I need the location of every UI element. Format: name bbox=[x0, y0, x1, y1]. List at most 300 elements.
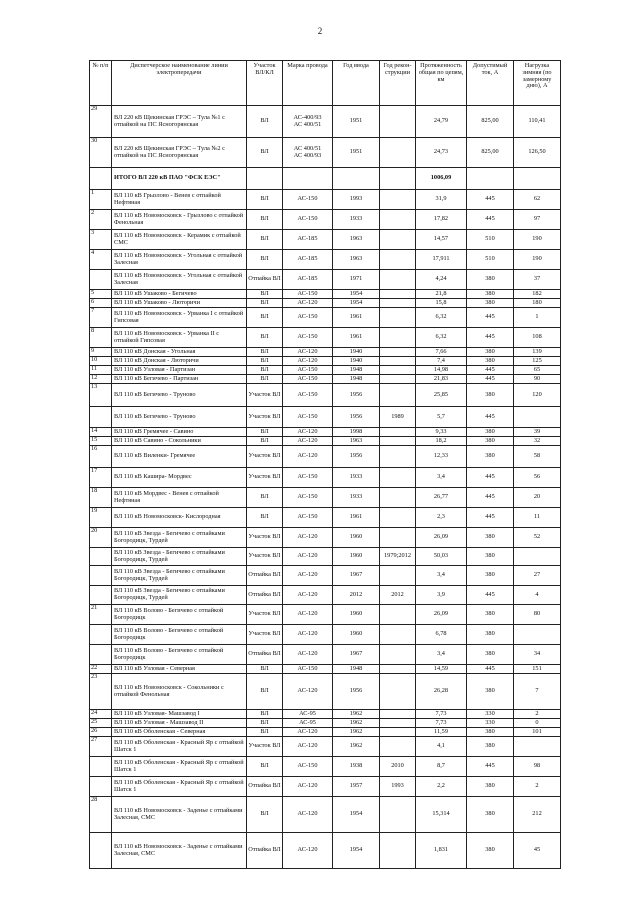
cell-row-number: 15 bbox=[90, 437, 112, 446]
cell-segment: Отпайка ВЛ bbox=[247, 833, 283, 869]
cell-row-number: 6 bbox=[90, 299, 112, 308]
table-row bbox=[90, 446, 561, 468]
cell-allowed-current: 825,00 bbox=[467, 106, 514, 138]
cell-wire-brand: АС-150 bbox=[283, 328, 333, 348]
cell-segment: ВЛ bbox=[247, 290, 283, 299]
cell-segment: ВЛ bbox=[247, 210, 283, 230]
cell-year-commissioned: 1962 bbox=[333, 728, 380, 737]
cell-winter-load: 7 bbox=[514, 674, 561, 710]
cell-segment: Участок ВЛ bbox=[247, 548, 283, 566]
cell-row-number: 12 bbox=[90, 375, 112, 384]
header-line-name: Диспетчерское наименование линии электропередачи bbox=[112, 61, 247, 106]
cell-wire-brand: АС-120 bbox=[283, 728, 333, 737]
cell-wire-brand: АС-120 bbox=[283, 777, 333, 797]
cell-year-reconstruction bbox=[380, 384, 416, 407]
cell-wire-brand: АС-150 bbox=[283, 384, 333, 407]
cell-line-name: ВЛ 220 кВ Щекинская ГРЭС – Тула №1 с отпайкой на ПС Ясногорянская bbox=[112, 106, 247, 138]
cell-year-commissioned: 1998 bbox=[333, 428, 380, 437]
cell-year-commissioned: 1961 bbox=[333, 508, 380, 528]
cell-year-commissioned: 1948 bbox=[333, 375, 380, 384]
cell-segment: ВЛ bbox=[247, 366, 283, 375]
cell-line-name: ВЛ 110 кВ Звезда - Бегичево с отпайками Богородицк, Турдей bbox=[112, 566, 247, 586]
cell-year-reconstruction bbox=[380, 299, 416, 308]
cell-wire-brand: АС-150 bbox=[283, 757, 333, 777]
cell-year-commissioned: 1963 bbox=[333, 250, 380, 270]
cell-year-reconstruction bbox=[380, 106, 416, 138]
cell-year-commissioned: 1960 bbox=[333, 548, 380, 566]
cell-row-number bbox=[90, 625, 112, 645]
cell-winter-load: 2 bbox=[514, 710, 561, 719]
cell-winter-load: 108 bbox=[514, 328, 561, 348]
cell-line-name: ВЛ 110 кВ Новомосковск - Урванка I с отпайкой Гипсовая bbox=[112, 308, 247, 328]
cell-line-name: ВЛ 110 кВ Оболенская - Северная bbox=[112, 728, 247, 737]
table-row bbox=[90, 168, 561, 190]
cell-line-name: ВЛ 110 кВ Бегичево - Труново bbox=[112, 384, 247, 407]
cell-wire-brand: АС-120 bbox=[283, 357, 333, 366]
cell-length-km: 26,09 bbox=[416, 605, 467, 625]
cell-segment: ВЛ bbox=[247, 328, 283, 348]
cell-allowed-current: 445 bbox=[467, 757, 514, 777]
cell-year-commissioned: 1956 bbox=[333, 407, 380, 428]
cell-length-km: 26,09 bbox=[416, 528, 467, 548]
cell-segment: ВЛ bbox=[247, 797, 283, 833]
table-row bbox=[90, 366, 561, 375]
cell-line-name: ВЛ 110 кВ Виленки- Гремячее bbox=[112, 446, 247, 468]
cell-year-reconstruction bbox=[380, 737, 416, 757]
cell-wire-brand: АС-95 bbox=[283, 719, 333, 728]
cell-line-name: ВЛ 110 кВ Новомосковск - Угольная с отпайкой Залесная bbox=[112, 270, 247, 290]
cell-line-name: ВЛ 110 кВ Новомосковск - Заденье с отпайками Залесная, СМС bbox=[112, 797, 247, 833]
cell-wire-brand: АС-185 bbox=[283, 250, 333, 270]
cell-allowed-current: 330 bbox=[467, 719, 514, 728]
cell-year-reconstruction: 2010 bbox=[380, 757, 416, 777]
cell-length-km: 9,33 bbox=[416, 428, 467, 437]
cell-row-number: 28 bbox=[90, 797, 112, 833]
cell-segment: Участок ВЛ bbox=[247, 528, 283, 548]
cell-year-reconstruction bbox=[380, 230, 416, 250]
cell-row-number: 5 bbox=[90, 290, 112, 299]
cell-row-number: 8 bbox=[90, 328, 112, 348]
table-row bbox=[90, 645, 561, 665]
cell-segment: ВЛ bbox=[247, 375, 283, 384]
cell-year-commissioned: 1961 bbox=[333, 308, 380, 328]
cell-length-km: 26,28 bbox=[416, 674, 467, 710]
cell-row-number bbox=[90, 566, 112, 586]
cell-row-number: 26 bbox=[90, 728, 112, 737]
table-row bbox=[90, 710, 561, 719]
cell-allowed-current: 445 bbox=[467, 586, 514, 605]
header-segment: Участок ВЛ/КЛ bbox=[247, 61, 283, 106]
table-row bbox=[90, 737, 561, 757]
cell-length-km: 7,73 bbox=[416, 710, 467, 719]
table-row bbox=[90, 348, 561, 357]
cell-length-km: 3,4 bbox=[416, 566, 467, 586]
cell-allowed-current: 380 bbox=[467, 777, 514, 797]
header-recon-year: Год рекон-струкции bbox=[380, 61, 416, 106]
table-row bbox=[90, 428, 561, 437]
cell-line-name: ВЛ 110 кВ Узловая - Партизан bbox=[112, 366, 247, 375]
cell-row-number: 25 bbox=[90, 719, 112, 728]
cell-year-reconstruction bbox=[380, 366, 416, 375]
cell-length-km: 6,78 bbox=[416, 625, 467, 645]
cell-length-km: 21,83 bbox=[416, 375, 467, 384]
cell-year-commissioned: 1962 bbox=[333, 737, 380, 757]
cell-year-reconstruction bbox=[380, 428, 416, 437]
cell-line-name: ВЛ 110 кВ Новомосковск - Урванка II с отпайкой Гипсовая bbox=[112, 328, 247, 348]
cell-wire-brand: АС-120 bbox=[283, 605, 333, 625]
cell-length-km: 31,9 bbox=[416, 190, 467, 210]
cell-winter-load: 39 bbox=[514, 428, 561, 437]
cell-row-number: 4 bbox=[90, 250, 112, 270]
cell-line-name: ВЛ 110 кВ Волово - Бегичево с отпайкой Богородицк bbox=[112, 625, 247, 645]
cell-allowed-current: 330 bbox=[467, 710, 514, 719]
cell-year-commissioned: 1963 bbox=[333, 230, 380, 250]
cell-wire-brand: АС-120 bbox=[283, 625, 333, 645]
cell-line-name: ВЛ 110 кВ Мордвес - Венев с отпайкой Нефтяная bbox=[112, 488, 247, 508]
cell-winter-load: 58 bbox=[514, 446, 561, 468]
cell-allowed-current: 445 bbox=[467, 468, 514, 488]
cell-segment: ВЛ bbox=[247, 728, 283, 737]
table-row bbox=[90, 468, 561, 488]
cell-year-commissioned: 1933 bbox=[333, 468, 380, 488]
cell-line-name: ВЛ 110 кВ Узловая - Машзавод II bbox=[112, 719, 247, 728]
cell-winter-load: 45 bbox=[514, 833, 561, 869]
cell-year-commissioned: 1948 bbox=[333, 366, 380, 375]
cell-winter-load: 110,41 bbox=[514, 106, 561, 138]
cell-winter-load: 98 bbox=[514, 757, 561, 777]
table-row bbox=[90, 797, 561, 833]
table-row bbox=[90, 674, 561, 710]
cell-year-reconstruction bbox=[380, 375, 416, 384]
cell-wire-brand: АС-150 bbox=[283, 665, 333, 674]
cell-length-km: 11,59 bbox=[416, 728, 467, 737]
cell-segment: Участок ВЛ bbox=[247, 384, 283, 407]
cell-row-number: 18 bbox=[90, 488, 112, 508]
cell-segment: ВЛ bbox=[247, 665, 283, 674]
cell-segment bbox=[247, 168, 283, 190]
cell-wire-brand: АС-120 bbox=[283, 437, 333, 446]
cell-year-reconstruction bbox=[380, 645, 416, 665]
cell-length-km: 12,33 bbox=[416, 446, 467, 468]
cell-segment: Участок ВЛ bbox=[247, 446, 283, 468]
cell-winter-load: 90 bbox=[514, 375, 561, 384]
table-row bbox=[90, 548, 561, 566]
cell-segment: ВЛ bbox=[247, 719, 283, 728]
cell-length-km: 3,4 bbox=[416, 645, 467, 665]
cell-winter-load: 182 bbox=[514, 290, 561, 299]
cell-year-reconstruction bbox=[380, 508, 416, 528]
cell-line-name: ВЛ 110 кВ Новомосковск- Кислородная bbox=[112, 508, 247, 528]
cell-line-name: ВЛ 110 кВ Грызлово - Венев с отпайкой Нефтяная bbox=[112, 190, 247, 210]
cell-length-km: 1006,09 bbox=[416, 168, 467, 190]
cell-wire-brand: АС-95 bbox=[283, 710, 333, 719]
cell-row-number bbox=[90, 548, 112, 566]
cell-length-km: 15,8 bbox=[416, 299, 467, 308]
cell-line-name: ВЛ 110 кВ Савино - Сокольники bbox=[112, 437, 247, 446]
cell-segment: Участок ВЛ bbox=[247, 468, 283, 488]
cell-year-reconstruction: 1979;2012 bbox=[380, 548, 416, 566]
cell-line-name: ВЛ 220 кВ Щекинская ГРЭС – Тула №2 с отпайкой на ПС Ясногорянская bbox=[112, 138, 247, 168]
cell-winter-load: 37 bbox=[514, 270, 561, 290]
cell-row-number: 23 bbox=[90, 674, 112, 710]
cell-wire-brand: АС-150 bbox=[283, 375, 333, 384]
table-row bbox=[90, 508, 561, 528]
cell-wire-brand: АС-150 bbox=[283, 407, 333, 428]
table-row bbox=[90, 270, 561, 290]
cell-winter-load: 97 bbox=[514, 210, 561, 230]
cell-allowed-current: 380 bbox=[467, 384, 514, 407]
cell-length-km: 8,7 bbox=[416, 757, 467, 777]
cell-wire-brand: АС-120 bbox=[283, 446, 333, 468]
cell-segment: Участок ВЛ bbox=[247, 737, 283, 757]
cell-length-km: 1,831 bbox=[416, 833, 467, 869]
cell-winter-load bbox=[514, 407, 561, 428]
table-row bbox=[90, 357, 561, 366]
cell-segment: ВЛ bbox=[247, 250, 283, 270]
table-row bbox=[90, 777, 561, 797]
table-row bbox=[90, 625, 561, 645]
cell-line-name: ВЛ 110 кВ Ушаково - Люторичи bbox=[112, 299, 247, 308]
cell-year-commissioned: 1954 bbox=[333, 797, 380, 833]
cell-length-km: 6,32 bbox=[416, 328, 467, 348]
cell-line-name: ВЛ 110 кВ Новомосковск - Угольная с отпайкой Залесная bbox=[112, 250, 247, 270]
cell-length-km: 14,57 bbox=[416, 230, 467, 250]
cell-wire-brand: АС-150 bbox=[283, 190, 333, 210]
cell-segment: ВЛ bbox=[247, 138, 283, 168]
cell-year-reconstruction bbox=[380, 210, 416, 230]
cell-year-reconstruction: 1989 bbox=[380, 407, 416, 428]
cell-segment: Участок ВЛ bbox=[247, 625, 283, 645]
cell-year-commissioned: 1938 bbox=[333, 757, 380, 777]
cell-year-commissioned: 1954 bbox=[333, 290, 380, 299]
cell-winter-load: 20 bbox=[514, 488, 561, 508]
cell-year-commissioned: 1960 bbox=[333, 528, 380, 548]
header-num: № п/п bbox=[90, 61, 112, 106]
cell-line-name: ВЛ 110 кВ Оболенская - Красный Яр с отпайкой Шатск 1 bbox=[112, 737, 247, 757]
cell-winter-load: 32 bbox=[514, 437, 561, 446]
cell-allowed-current: 380 bbox=[467, 446, 514, 468]
cell-winter-load bbox=[514, 168, 561, 190]
table-row bbox=[90, 833, 561, 869]
cell-line-name: ВЛ 110 кВ Бегичево - Партизан bbox=[112, 375, 247, 384]
cell-allowed-current: 380 bbox=[467, 605, 514, 625]
cell-year-reconstruction bbox=[380, 710, 416, 719]
cell-line-name: ВЛ 110 кВ Бегичево - Труново bbox=[112, 407, 247, 428]
cell-allowed-current: 445 bbox=[467, 665, 514, 674]
cell-allowed-current: 380 bbox=[467, 548, 514, 566]
table-row bbox=[90, 605, 561, 625]
cell-winter-load: 56 bbox=[514, 468, 561, 488]
cell-length-km: 2,2 bbox=[416, 777, 467, 797]
cell-year-commissioned: 2012 bbox=[333, 586, 380, 605]
cell-winter-load: 34 bbox=[514, 645, 561, 665]
cell-line-name: ВЛ 110 кВ Новомосковск - Сокольники с отпайкой Фенольная bbox=[112, 674, 247, 710]
cell-wire-brand: АС-150 bbox=[283, 308, 333, 328]
table-row bbox=[90, 190, 561, 210]
table-row bbox=[90, 728, 561, 737]
cell-line-name: ВЛ 110 кВ Волово - Бегичево с отпайкой Богородицк bbox=[112, 645, 247, 665]
cell-winter-load: 2 bbox=[514, 777, 561, 797]
cell-line-name: ВЛ 110 кВ Кашира- Мордвес bbox=[112, 468, 247, 488]
cell-row-number: 20 bbox=[90, 528, 112, 548]
cell-year-commissioned: 1940 bbox=[333, 357, 380, 366]
cell-winter-load: 212 bbox=[514, 797, 561, 833]
cell-winter-load bbox=[514, 737, 561, 757]
cell-length-km: 25,85 bbox=[416, 384, 467, 407]
cell-wire-brand: АС-120 bbox=[283, 797, 333, 833]
table-row bbox=[90, 488, 561, 508]
cell-year-commissioned: 1967 bbox=[333, 566, 380, 586]
cell-allowed-current: 380 bbox=[467, 299, 514, 308]
cell-year-reconstruction bbox=[380, 528, 416, 548]
cell-row-number: 29 bbox=[90, 106, 112, 138]
cell-wire-brand: АС-120 bbox=[283, 528, 333, 548]
cell-length-km: 4,24 bbox=[416, 270, 467, 290]
cell-row-number bbox=[90, 270, 112, 290]
cell-length-km: 4,1 bbox=[416, 737, 467, 757]
cell-length-km: 14,59 bbox=[416, 665, 467, 674]
cell-allowed-current: 380 bbox=[467, 645, 514, 665]
cell-row-number: 2 bbox=[90, 210, 112, 230]
cell-allowed-current: 445 bbox=[467, 328, 514, 348]
cell-winter-load: 101 bbox=[514, 728, 561, 737]
cell-allowed-current: 445 bbox=[467, 308, 514, 328]
cell-year-commissioned: 1948 bbox=[333, 665, 380, 674]
cell-allowed-current: 380 bbox=[467, 566, 514, 586]
header-allowed-current: Допустимый ток, А bbox=[467, 61, 514, 106]
power-lines-table bbox=[89, 60, 561, 869]
cell-wire-brand: АС-150 bbox=[283, 366, 333, 375]
cell-length-km: 7,4 bbox=[416, 357, 467, 366]
cell-allowed-current: 445 bbox=[467, 190, 514, 210]
table-row bbox=[90, 106, 561, 138]
cell-row-number: 9 bbox=[90, 348, 112, 357]
cell-line-name: ВЛ 110 кВ Донская - Люторичи bbox=[112, 357, 247, 366]
cell-row-number: 17 bbox=[90, 468, 112, 488]
cell-segment: ВЛ bbox=[247, 710, 283, 719]
cell-allowed-current: 380 bbox=[467, 674, 514, 710]
cell-segment: Отпайка ВЛ bbox=[247, 566, 283, 586]
cell-line-name: ВЛ 110 кВ Узловая- Машзавод I bbox=[112, 710, 247, 719]
cell-length-km: 6,32 bbox=[416, 308, 467, 328]
cell-wire-brand: АС 400/51 АС 400/93 bbox=[283, 138, 333, 168]
cell-year-commissioned: 1993 bbox=[333, 190, 380, 210]
cell-year-reconstruction bbox=[380, 566, 416, 586]
cell-allowed-current: 445 bbox=[467, 210, 514, 230]
cell-year-reconstruction bbox=[380, 797, 416, 833]
cell-row-number: 14 bbox=[90, 428, 112, 437]
cell-row-number: 19 bbox=[90, 508, 112, 528]
cell-allowed-current: 510 bbox=[467, 250, 514, 270]
cell-allowed-current: 380 bbox=[467, 833, 514, 869]
cell-line-name: ВЛ 110 кВ Донская - Угольная bbox=[112, 348, 247, 357]
cell-allowed-current: 445 bbox=[467, 366, 514, 375]
cell-length-km: 5,7 bbox=[416, 407, 467, 428]
cell-row-number: 24 bbox=[90, 710, 112, 719]
cell-winter-load: 11 bbox=[514, 508, 561, 528]
cell-year-reconstruction bbox=[380, 625, 416, 645]
cell-segment: ВЛ bbox=[247, 488, 283, 508]
cell-allowed-current: 380 bbox=[467, 437, 514, 446]
cell-year-reconstruction bbox=[380, 665, 416, 674]
cell-allowed-current: 380 bbox=[467, 728, 514, 737]
cell-year-reconstruction bbox=[380, 357, 416, 366]
cell-winter-load: 62 bbox=[514, 190, 561, 210]
cell-year-reconstruction bbox=[380, 270, 416, 290]
cell-length-km: 17,82 bbox=[416, 210, 467, 230]
cell-row-number: 22 bbox=[90, 665, 112, 674]
cell-winter-load: 125 bbox=[514, 357, 561, 366]
cell-allowed-current bbox=[467, 168, 514, 190]
header-wire: Марка провода bbox=[283, 61, 333, 106]
cell-length-km: 18,2 bbox=[416, 437, 467, 446]
cell-year-reconstruction bbox=[380, 190, 416, 210]
cell-segment: Отпайка ВЛ bbox=[247, 270, 283, 290]
table-row bbox=[90, 299, 561, 308]
cell-wire-brand: АС-120 bbox=[283, 833, 333, 869]
cell-segment: ВЛ bbox=[247, 428, 283, 437]
cell-row-number bbox=[90, 168, 112, 190]
cell-segment: ВЛ bbox=[247, 508, 283, 528]
cell-year-reconstruction bbox=[380, 728, 416, 737]
table-row bbox=[90, 230, 561, 250]
cell-allowed-current: 445 bbox=[467, 508, 514, 528]
header-winter-load: Нагрузка зимняя (по замерному дню), А bbox=[514, 61, 561, 106]
table-row bbox=[90, 290, 561, 299]
cell-segment: Отпайка ВЛ bbox=[247, 645, 283, 665]
cell-year-commissioned: 1933 bbox=[333, 210, 380, 230]
cell-year-commissioned bbox=[333, 168, 380, 190]
cell-allowed-current: 380 bbox=[467, 270, 514, 290]
cell-segment: ВЛ bbox=[247, 757, 283, 777]
cell-year-reconstruction bbox=[380, 138, 416, 168]
cell-year-commissioned: 1954 bbox=[333, 299, 380, 308]
cell-wire-brand bbox=[283, 168, 333, 190]
cell-year-reconstruction: 1993 bbox=[380, 777, 416, 797]
table-row bbox=[90, 250, 561, 270]
page-number: 2 bbox=[317, 26, 323, 36]
cell-wire-brand: АС-150 bbox=[283, 508, 333, 528]
cell-line-name: ВЛ 110 кВ Оболенская - Красный Яр с отпайкой Шатск 1 bbox=[112, 777, 247, 797]
cell-wire-brand: АС-120 bbox=[283, 299, 333, 308]
cell-winter-load: 0 bbox=[514, 719, 561, 728]
cell-year-reconstruction bbox=[380, 308, 416, 328]
cell-wire-brand: АС-120 bbox=[283, 548, 333, 566]
cell-winter-load: 52 bbox=[514, 528, 561, 548]
cell-segment: ВЛ bbox=[247, 437, 283, 446]
table-row bbox=[90, 437, 561, 446]
cell-line-name: ВЛ 110 кВ Новомосковск - Керамик с отпайкой СМС bbox=[112, 230, 247, 250]
cell-allowed-current: 510 bbox=[467, 230, 514, 250]
table-row bbox=[90, 719, 561, 728]
table-row bbox=[90, 566, 561, 586]
cell-year-commissioned: 1962 bbox=[333, 710, 380, 719]
cell-year-commissioned: 1960 bbox=[333, 625, 380, 645]
cell-line-name: ВЛ 110 кВ Звезда - Бегичево с отпайками Богородицк, Турдей bbox=[112, 586, 247, 605]
cell-row-number: 27 bbox=[90, 737, 112, 757]
cell-year-reconstruction bbox=[380, 348, 416, 357]
cell-row-number: 3 bbox=[90, 230, 112, 250]
cell-winter-load: 126,50 bbox=[514, 138, 561, 168]
cell-length-km: 7,66 bbox=[416, 348, 467, 357]
cell-allowed-current: 445 bbox=[467, 375, 514, 384]
cell-line-name: ИТОГО ВЛ 220 кВ ПАО "ФСК ЕЭС" bbox=[112, 168, 247, 190]
cell-year-reconstruction: 2012 bbox=[380, 586, 416, 605]
cell-allowed-current: 825,00 bbox=[467, 138, 514, 168]
cell-row-number bbox=[90, 777, 112, 797]
cell-segment: Отпайка ВЛ bbox=[247, 777, 283, 797]
cell-winter-load: 139 bbox=[514, 348, 561, 357]
